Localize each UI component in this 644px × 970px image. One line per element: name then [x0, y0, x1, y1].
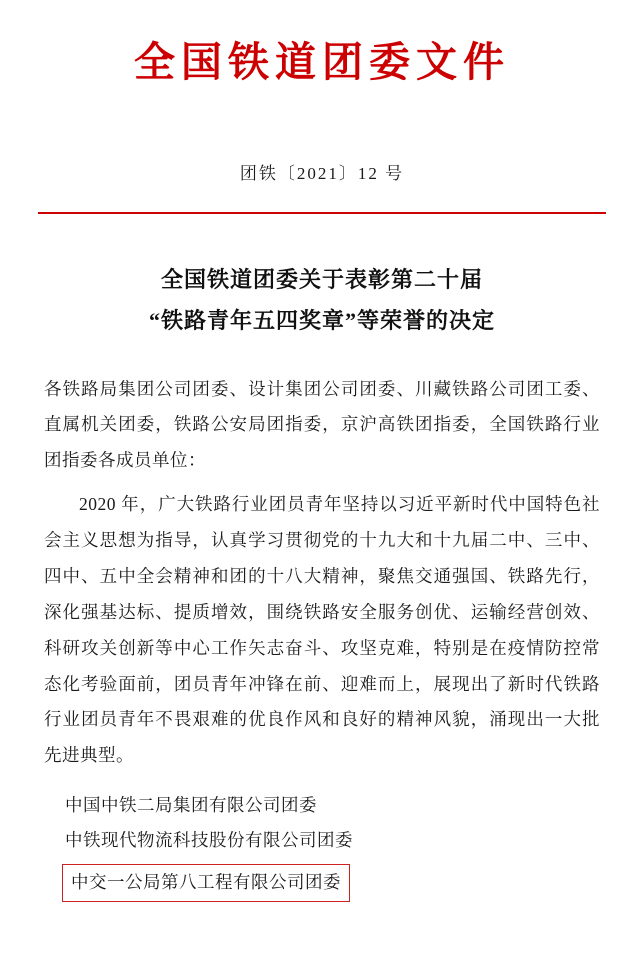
- document-title: 全国铁道团委文件: [134, 39, 510, 85]
- highlighted-list-item-wrapper: [44, 858, 600, 901]
- headline-line-1: 全国铁道团委关于表彰第二十届: [160, 267, 483, 293]
- list-item-highlighted: 中交一公局第八工程有限公司团委: [62, 864, 350, 901]
- red-divider-rule: [38, 212, 606, 214]
- list-item: 中国中铁二局集团有限公司团委: [65, 795, 317, 816]
- document-headline: [44, 260, 600, 341]
- recipients-paragraph: 各铁路局集团公司团委、设计集团公司团委、川藏铁路公司团工委、直属机关团委，铁路公安局团指委，京沪高铁团指委，全国铁路行业团指委各成员单位：: [44, 378, 600, 471]
- main-paragraph: 2020 年，广大铁路行业团员青年坚持以习近平新时代中国特色社会主义思想为指导，认真学习贯彻党的十九大和十九届二中、三中、四中、五中全会精神和团的十八大精神，聚焦交通强国、铁路先行，深化强基达标、提质增效，围绕铁路安全服务创优、运输经营创效、科研攻关创新等中心工作矢志奋斗、攻坚克难，特别是在疫情防控常态化考验面前，团员青年冲锋在前、迎难而上，展现出了新时代铁路行业团员青年不畏艰难的优良作风和良好的精神风貌，涌现出一大批先进典型。: [44, 494, 600, 766]
- document-number: 团铁〔2021〕12 号: [239, 164, 405, 184]
- honoree-list: [44, 788, 600, 901]
- document-body: [44, 372, 600, 902]
- list-item: 中铁现代物流科技股份有限公司团委: [65, 830, 353, 851]
- headline-line-2: “铁路青年五四奖章”等荣誉的决定: [148, 307, 495, 333]
